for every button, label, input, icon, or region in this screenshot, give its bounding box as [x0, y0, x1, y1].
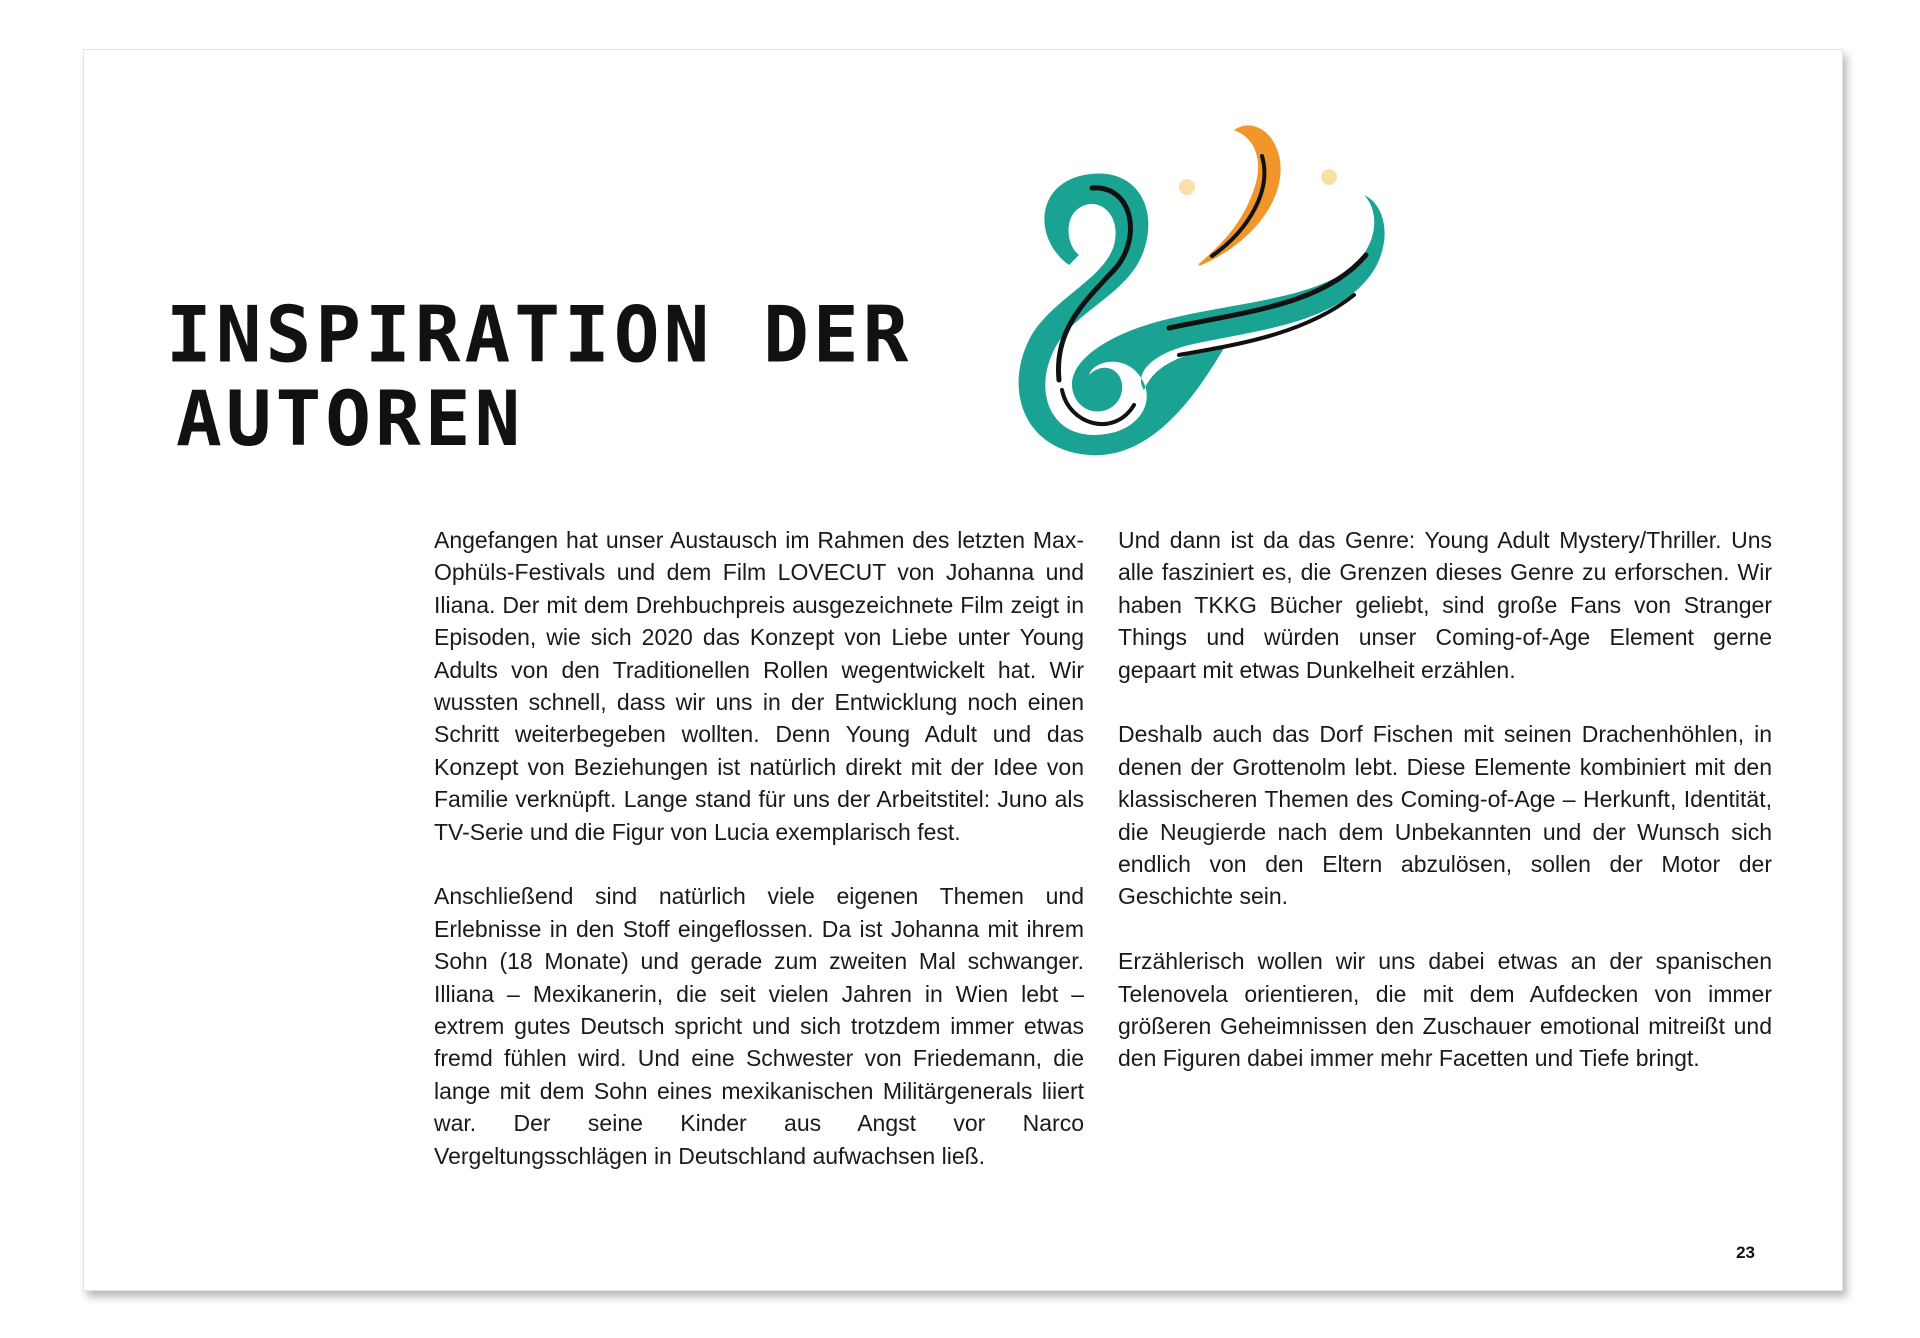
dot-left: [1179, 179, 1195, 195]
paragraph: Deshalb auch das Dorf Fischen mit seinen Drachenhöhlen, in denen der Grottenolm lebt. Diese Elemente kombiniert mit den klassischeren Themen des Coming-of-Age – Herkunft, Identität, die Neugierde nach dem Unbekannten und der Wunsch sich endlich von den Eltern abzulösen, sollen der Motor der Geschichte sein.: [1118, 721, 1772, 910]
document-page: [83, 49, 1843, 1291]
text-column-right: [1118, 524, 1772, 1107]
page-title-line-2: AUTOREN: [176, 374, 525, 463]
page-number: 23: [1736, 1243, 1755, 1262]
paragraph: Und dann ist da das Genre: Young Adult Mystery/Thriller. Uns alle fasziniert es, die Grenzen dieses Genre zu erforschen. Wir haben TKKG Bücher geliebt, sind große Fans von Stranger Things und würden unser Coming-of-Age Element gerne gepaart mit etwas Dunkelheit erzählen.: [1118, 527, 1772, 683]
orange-crescent-shape: [1199, 126, 1280, 265]
paragraph: Angefangen hat unser Austausch im Rahmen des letzten Max-Ophüls-Festivals und dem Film LOVECUT von Johanna und Iliana. Der mit dem Drehbuchpreis ausgezeichnete Film zeigt in Episoden, wie sich 2020 das Konzept von Liebe unter Young Adults von den Traditionellen Rollen wegentwickelt hat. Wir wussten schnell, dass wir uns in der Entwicklung noch einen Schritt weiterbegeben wollten. Denn Young Adult und das Konzept von Beziehungen ist natürlich direkt mit der Idee von Familie verknüpft. Lange stand für uns der Arbeitstitel: Juno als TV-Serie und die Figur von Lucia exemplarisch fest.: [434, 527, 1084, 845]
paragraph: Anschließend sind natürlich viele eigenen Themen und Erlebnisse in den Stoff eingeflossen. Da ist Johanna mit ihrem Sohn (18 Monate) und gerade zum zweiten Mal schwanger. Illiana – Mexikanerin, die seit vielen Jahren in Wien lebt – extrem gutes Deutsch spricht und sich trotzdem immer etwas fremd fühlen wird. Und eine Schwester von Friedemann, die lange mit dem Sohn eines mexikanischen Militärgenerals liiert war. Der seine Kinder aus Angst vor Narco Vergeltungsschlägen in Deutschland aufwachsen ließ.: [434, 883, 1084, 1169]
page-title-line-1: INSPIRATION DER: [166, 288, 913, 380]
paragraph: Erzählerisch wollen wir uns dabei etwas an der spanischen Telenovela orientieren, die mit dem Aufdecken von immer größeren Geheimnissen den Zuschauer emotional mitreißt und den Figuren dabei immer mehr Facetten und Tiefe bringt.: [1118, 948, 1772, 1072]
decorative-swirl-icon: [974, 90, 1444, 460]
dot-right: [1321, 169, 1337, 185]
text-column-left: [434, 524, 1084, 1205]
